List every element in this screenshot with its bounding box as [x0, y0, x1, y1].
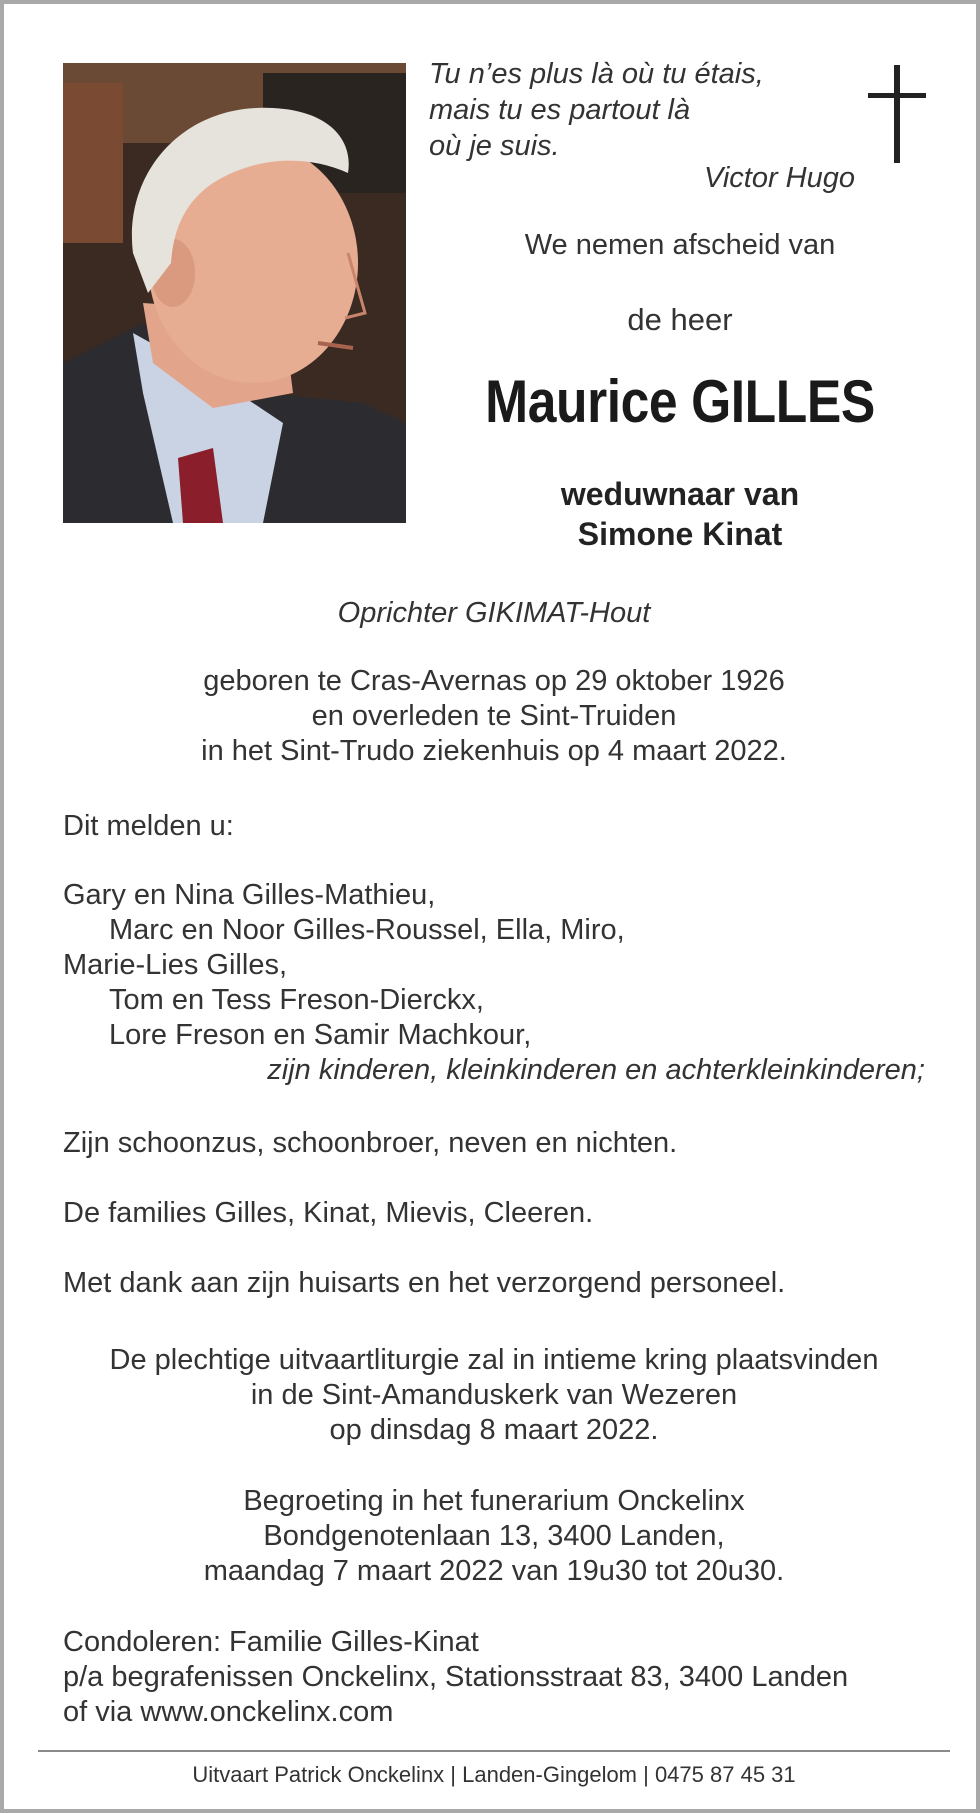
footer-divider [38, 1750, 950, 1752]
family-line: Lore Freson en Samir Machkour, [109, 1019, 532, 1051]
family-line: Marc en Noor Gilles-Roussel, Ella, Miro, [109, 914, 625, 946]
condolences-address: p/a begrafenissen Onckelinx, Stationsstraat 83, 3400 Landen [63, 1661, 849, 1693]
funeral-line: op dinsdag 8 maart 2022. [329, 1414, 659, 1446]
funeral-line: in de Sint-Amanduskerk van Wezeren [250, 1379, 738, 1411]
greeting-line: Begroeting in het funerarium Onckelinx [243, 1485, 745, 1517]
widow-info [406, 474, 954, 554]
condolences-info [63, 1625, 848, 1730]
quote-line: Tu n’es plus là où tu étais, [429, 58, 764, 90]
portrait-photo [63, 63, 406, 523]
founder-line: Oprichter GIKIMAT-Hout [337, 597, 651, 629]
relatives-text: Zijn schoonzus, schoonbroer, neven en nichten. [63, 1127, 678, 1159]
family-line: Marie-Lies Gilles, [63, 949, 287, 981]
quote-author: Victor Hugo [704, 162, 855, 194]
spouse-name: Simone Kinat [577, 516, 783, 552]
intro-text: We nemen afscheid van [524, 229, 836, 261]
cross-icon [868, 65, 926, 163]
widow-line: weduwnaar van [560, 476, 800, 512]
condolences-website-link[interactable]: of via www.onckelinx.com [63, 1696, 394, 1728]
family-relation: zijn kinderen, kleinkinderen en achterkleinkinderen; [267, 1054, 925, 1086]
birth-death-info [44, 664, 944, 769]
families-text: De families Gilles, Kinat, Mievis, Cleeren. [63, 1197, 594, 1229]
funeral-info [44, 1343, 944, 1448]
honorific: de heer [627, 302, 733, 337]
quote-line: où je suis. [429, 130, 560, 162]
footer-text: Uitvaart Patrick Onckelinx | Landen-Gingelom | 0475 87 45 31 [192, 1762, 796, 1787]
quote [429, 56, 859, 164]
thanks-text: Met dank aan zijn huisarts en het verzorgend personeel. [63, 1267, 786, 1299]
family-line: Gary en Nina Gilles-Mathieu, [63, 879, 436, 911]
greeting-line: maandag 7 maart 2022 van 19u30 tot 20u30. [203, 1555, 785, 1587]
quote-line: mais tu es partout là [429, 94, 691, 126]
announce-text: Dit melden u: [63, 810, 234, 842]
family-list [63, 878, 625, 1053]
death-line: en overleden te Sint-Truiden [311, 700, 677, 732]
greeting-info [44, 1484, 944, 1589]
condolences-line: Condoleren: Familie Gilles-Kinat [63, 1626, 479, 1658]
funeral-line: De plechtige uitvaartliturgie zal in intieme kring plaatsvinden [109, 1344, 879, 1376]
birth-line: geboren te Cras-Avernas op 29 oktober 1926 [203, 665, 785, 697]
death-place-line: in het Sint-Trudo ziekenhuis op 4 maart 2022. [201, 735, 787, 767]
greeting-line: Bondgenotenlaan 13, 3400 Landen, [263, 1520, 725, 1552]
family-line: Tom en Tess Freson-Dierckx, [109, 984, 484, 1016]
deceased-name: Maurice GILLES [485, 368, 875, 435]
